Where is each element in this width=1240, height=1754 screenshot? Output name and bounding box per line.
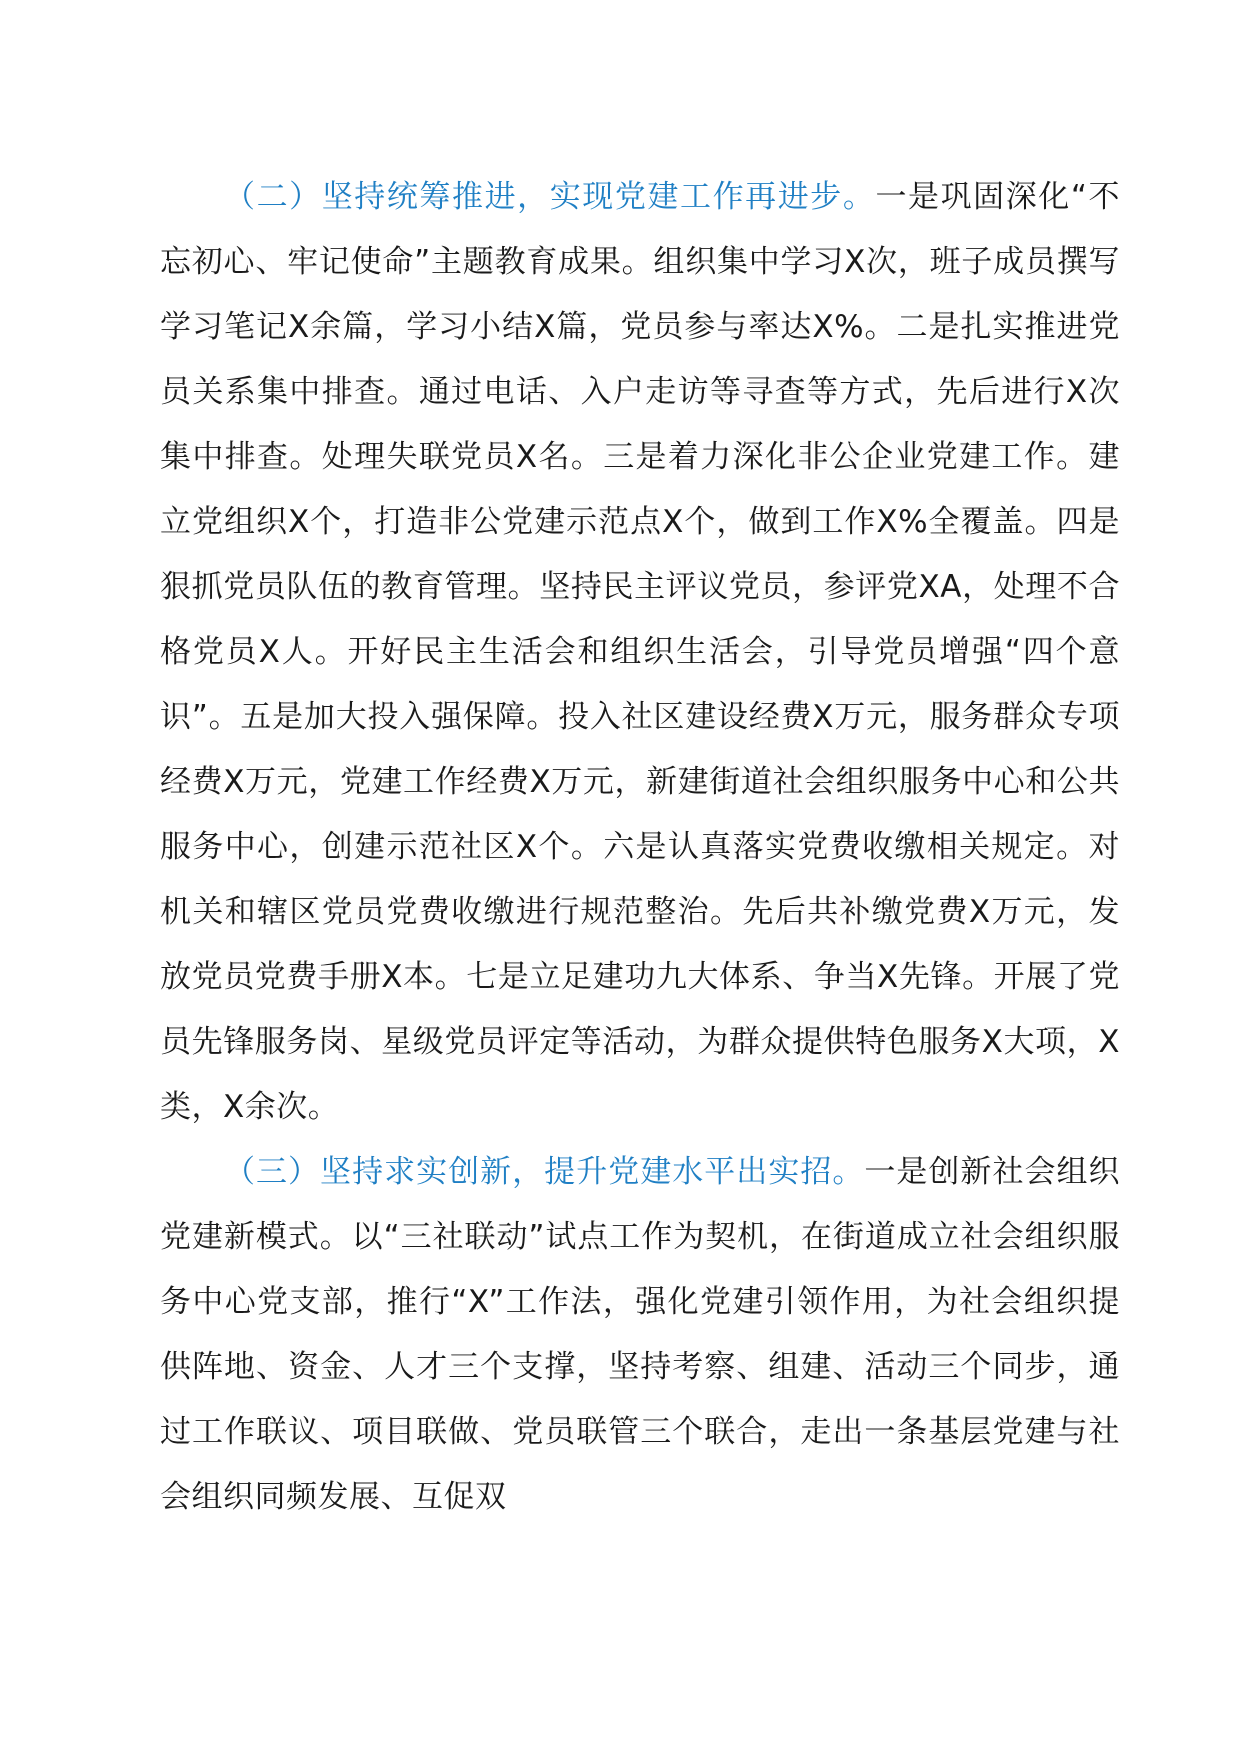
paragraph-section-3 <box>160 1140 1120 1530</box>
document-content <box>160 165 1120 1530</box>
section-3-body: 一是创新社会组织党建新模式。以“三社联动”试点工作为契机，在街道成立社会组织服务中心党支部，推行“X”工作法，强化党建引领作用，为社会组织提供阵地、资金、人才三个支撑，坚持考察、组建、活动三个同步，通过工作联议、项目联做、党员联管三个联合，走出一条基层党建与社会组织同频发展、互促双 <box>160 1154 1121 1515</box>
paragraph-section-2 <box>160 165 1120 1140</box>
section-2-heading: （二）坚持统筹推进，实现党建工作再进步。 <box>224 179 876 215</box>
section-3-heading: （三）坚持求实创新，提升党建水平出实招。 <box>224 1154 865 1190</box>
section-2-body: 一是巩固深化“不忘初心、牢记使命”主题教育成果。组织集中学习X次，班子成员撰写学习笔记X余篇，学习小结X篇，党员参与率达X%。二是扎实推进党员关系集中排查。通过电话、入户走访等寻查等方式，先后进行X次集中排查。处理失联党员X名。三是着力深化非公企业党建工作。建立党组织X个，打造非公党建示范点X个，做到工作X%全覆盖。四是狠抓党员队伍的教育管理。坚持民主评议党员，参评党XA，处理不合格党员X人。开好民主生活会和组织生活会，引导党员增强“四个意识”。五是加大投入强保障。投入社区建设经费X万元，服务群众专项经费X万元，党建工作经费X万元，新建街道社会组织服务中心和公共服务中心，创建示范社区X个。六是认真落实党费收缴相关规定。对机关和辖区党员党费收缴进行规范整治。先后共补缴党费X万元，发放党员党费手册X本。七是立足建功九大体系、争当X先锋。开展了党员先锋服务岗、星级党员评定等活动，为群众提供特色服务X大项，X类，X余次。 <box>160 179 1120 1125</box>
